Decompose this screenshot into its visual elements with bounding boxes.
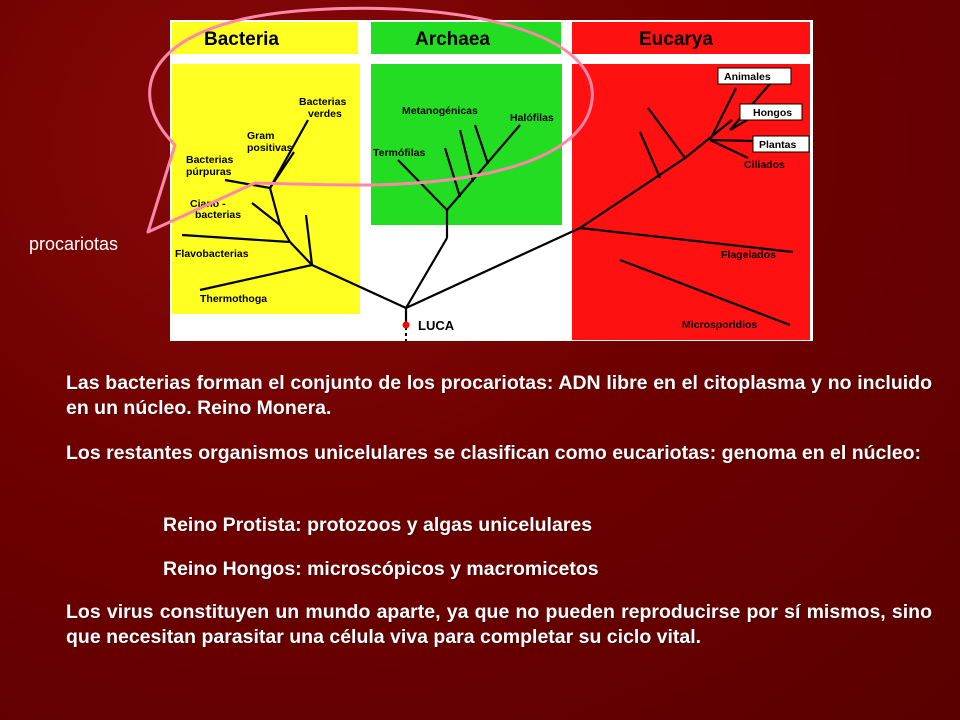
paragraph-eucariotas: Los restantes organismos unicelulares se clasifican como eucariotas: genoma en el núcleo:	[66, 442, 922, 464]
label-termofilas: Termófilas	[373, 147, 426, 159]
label-gram-2: positivas	[247, 142, 293, 154]
archaea-title: Archaea	[415, 29, 490, 50]
label-flavobacterias: Flavobacterias	[175, 248, 249, 260]
label-ciliados: Ciliados	[744, 159, 785, 171]
label-purpuras-2: púrpuras	[186, 166, 232, 178]
label-bacterias-verdes-1: Bacterias	[299, 96, 347, 108]
paragraph-bacterias: Las bacterias forman el conjunto de los procariotas: ADN libre en el citoplasma y no incluido en un núcleo. Reino Monera.	[66, 372, 932, 419]
label-microsporidios: Microsporidios	[682, 319, 758, 331]
label-ciano-2: bacterias	[195, 209, 242, 221]
luca-dot	[403, 322, 410, 329]
paragraph-reino-protista: Reino Protista: protozoos y algas unicelulares	[163, 514, 593, 536]
paragraph-virus: Los virus constituyen un mundo aparte, ya que no pueden reproducirse por sí mismos, sino que necesitan parasitar una célula viva para completar su ciclo vital.	[66, 601, 932, 648]
eucarya-title: Eucarya	[639, 29, 713, 50]
bacteria-title: Bacteria	[204, 29, 279, 50]
label-bacterias-verdes-2: verdes	[308, 108, 342, 120]
label-flagelados: Flagelados	[721, 249, 776, 261]
label-plantas: Plantas	[759, 139, 797, 151]
label-thermothoga: Thermothoga	[200, 293, 268, 305]
paragraph-reino-hongos: Reino Hongos: microscópicos y macromicetos	[163, 558, 599, 580]
label-gram-1: Gram	[247, 130, 275, 142]
tree-of-life-figure	[170, 20, 813, 341]
label-hongos: Hongos	[753, 107, 793, 119]
callout-label: procariotas	[29, 234, 119, 254]
label-halofilas: Halófilas	[510, 112, 554, 124]
label-metanogenicas: Metanogénicas	[402, 105, 478, 117]
label-ciano-1: Ciano -	[190, 198, 226, 210]
archaea-panel	[371, 64, 562, 225]
label-luca: LUCA	[418, 318, 455, 333]
label-animales: Animales	[724, 71, 771, 83]
label-purpuras-1: Bacterias	[186, 154, 234, 166]
